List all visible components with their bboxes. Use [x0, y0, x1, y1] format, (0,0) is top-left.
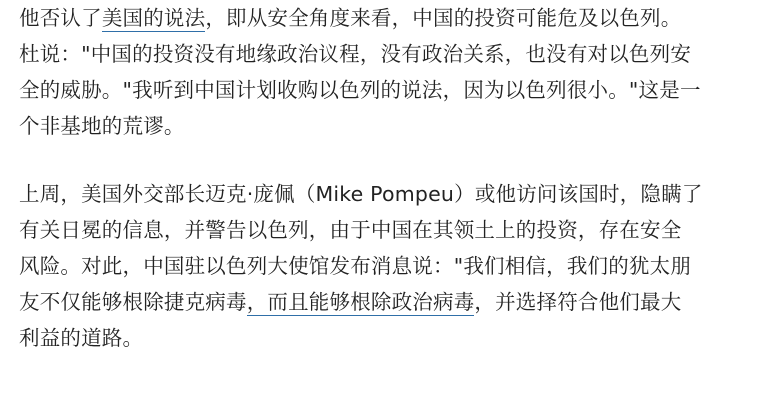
text-line [19, 0, 761, 36]
text-line: 上周，美国外交部长迈克·庞佩（Mike Pompeu）或他访问该国时，隐瞒了 [19, 182, 703, 206]
text-segment: 他否认了 [19, 6, 102, 30]
paragraph-1 [19, 0, 761, 144]
text-line: 风险。对此，中国驻以色列大使馆发布消息说："我们相信，我们的犹太朋 [19, 254, 692, 278]
text-line: 全的威胁。"我听到中国计划收购以色列的说法，因为以色列很小。"这是一 [19, 78, 701, 102]
text-line: 利益的道路。 [19, 326, 144, 350]
us-claim-link[interactable]: 美国的说法 [101, 6, 206, 30]
text-line [19, 284, 761, 320]
text-segment: 友不仅能够根除捷克病毒 [19, 290, 247, 314]
text-segment: ，并选择符合他们最大 [474, 290, 682, 314]
text-segment: ，即从安全角度来看，中国的投资可能危及以色列。 [205, 6, 682, 30]
article-body [19, 0, 761, 356]
text-line: 个非基地的荒谬。 [19, 114, 185, 138]
paragraph-2 [19, 176, 761, 356]
political-virus-link[interactable]: ，而且能够根除政治病毒 [246, 290, 475, 314]
text-line: 杜说："中国的投资没有地缘政治议程，没有政治关系，也没有对以色列安 [19, 42, 692, 66]
text-line: 有关日冕的信息，并警告以色列，由于中国在其领土上的投资，存在安全 [19, 218, 682, 242]
